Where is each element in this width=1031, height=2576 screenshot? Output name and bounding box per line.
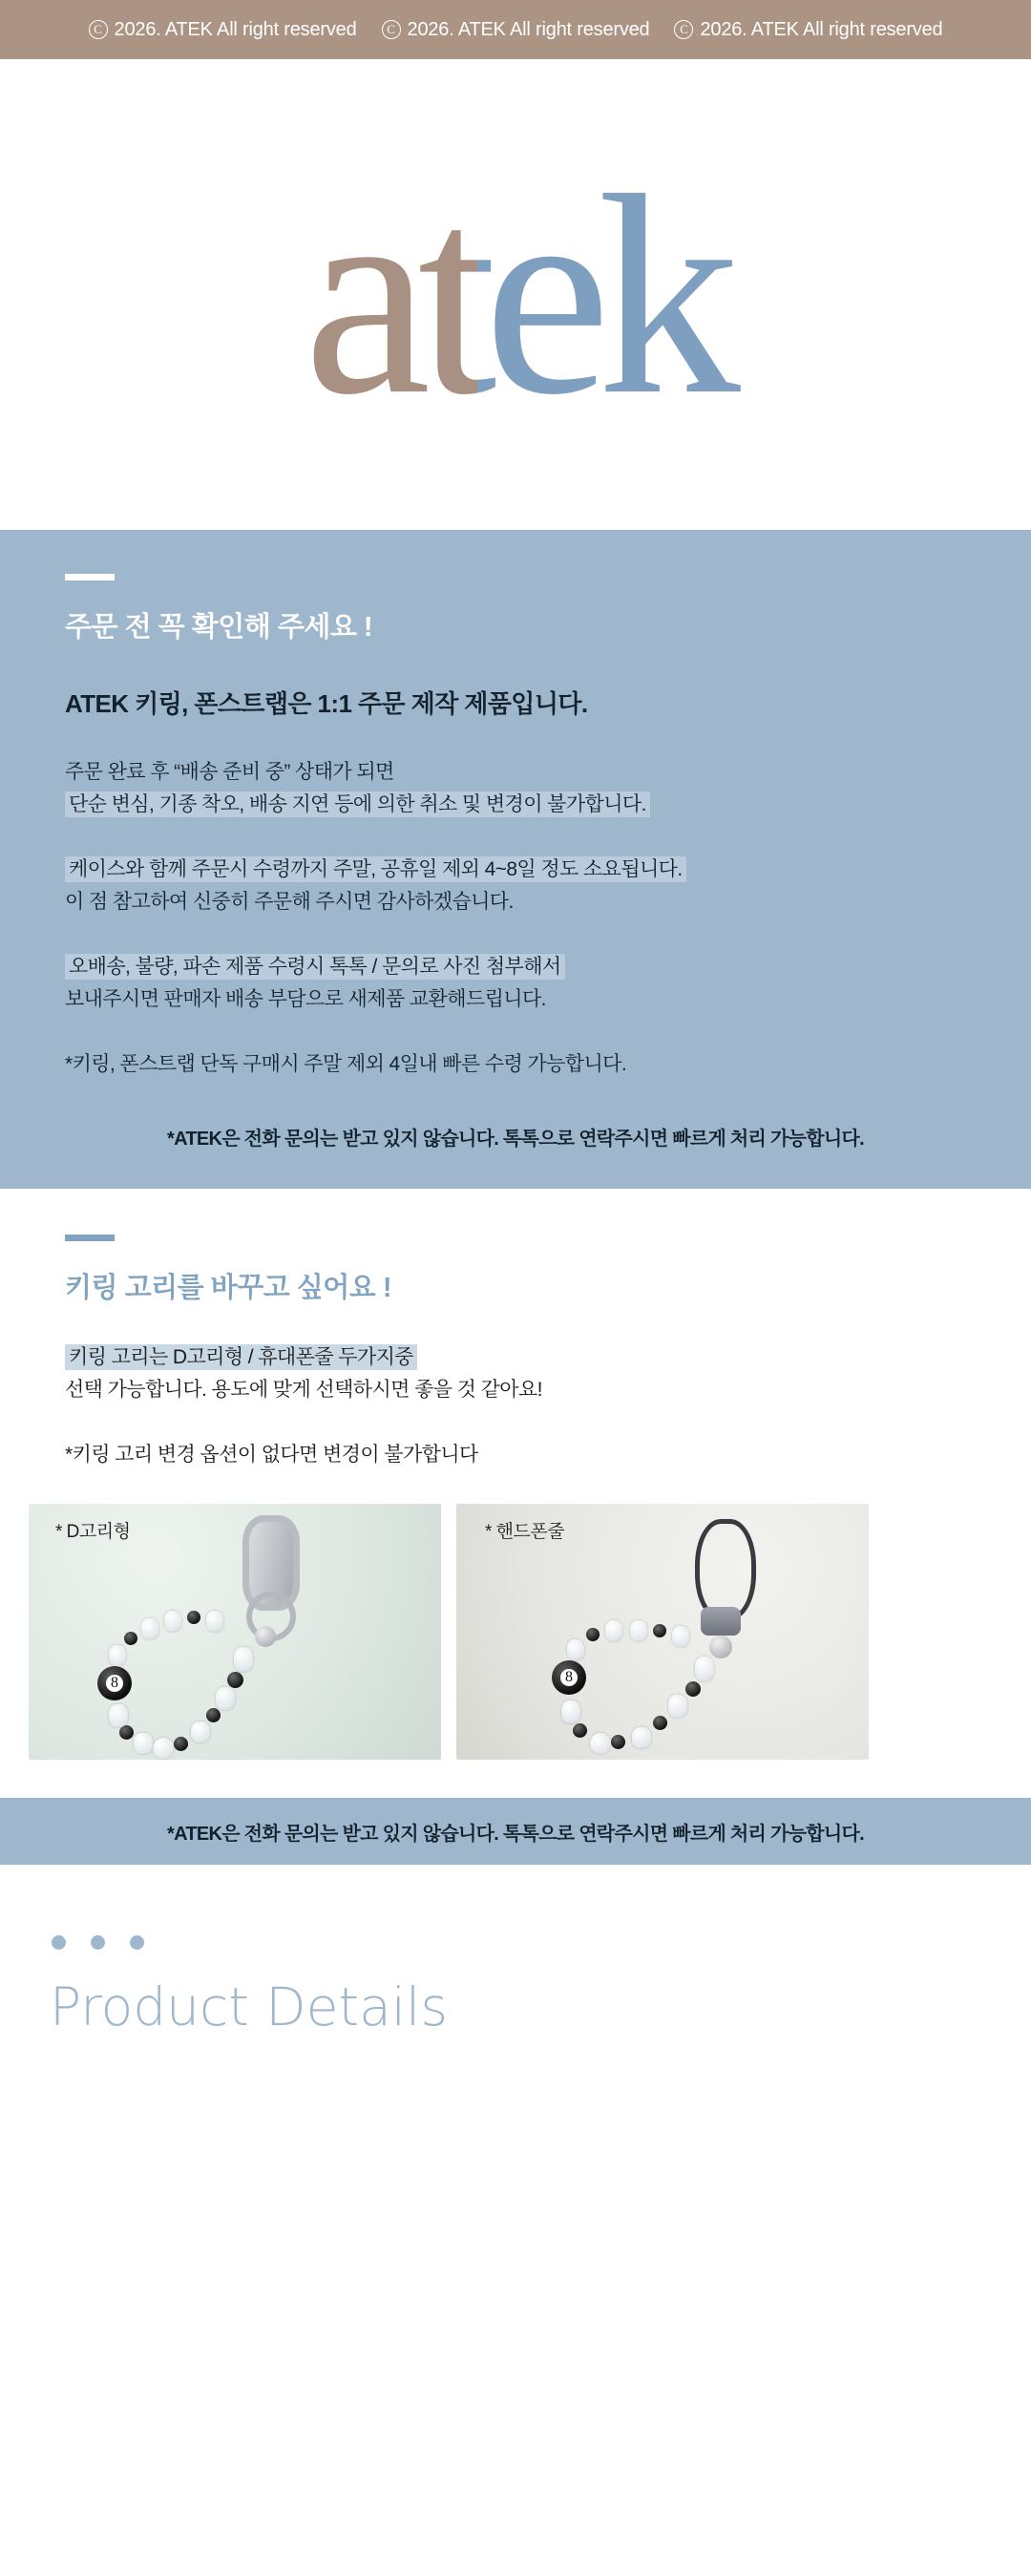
hook-option-section xyxy=(0,1189,1031,1798)
notice-paragraph-3 xyxy=(65,951,966,1016)
copyright-bar xyxy=(0,0,1031,59)
copyright-text: 2026. ATEK All right reserved xyxy=(114,18,357,40)
dot-icon xyxy=(91,1935,105,1950)
hook-line2: 선택 가능합니다. 용도에 맞게 선택하시면 좋을 것 같아요! xyxy=(65,1379,542,1402)
bead xyxy=(632,1727,651,1748)
copyright-icon: C xyxy=(382,20,401,39)
bead xyxy=(709,1636,732,1658)
bead xyxy=(227,1672,243,1688)
bead xyxy=(695,1657,714,1681)
hook-paragraph-1 xyxy=(65,1341,966,1406)
bead xyxy=(124,1632,137,1645)
d-ring-photo-label: * D고리형 xyxy=(55,1522,131,1543)
accent-bar-blue xyxy=(65,1235,115,1241)
bead xyxy=(567,1639,584,1660)
notice-p1-line1: 주문 완료 후 “배송 준비 중” 상태가 되면 xyxy=(65,761,394,783)
contact-notice-bar xyxy=(0,1798,1031,1865)
contact-notice-text: *ATEK은 전화 문의는 받고 있지 않습니다. 톡톡으로 연락주시면 빠르게 처리 가능합니다. xyxy=(167,1823,864,1845)
eight-ball-bead xyxy=(552,1660,586,1695)
bead xyxy=(668,1695,687,1718)
bead xyxy=(234,1647,253,1672)
bead xyxy=(653,1624,666,1637)
hook-photo-row xyxy=(0,1504,1031,1760)
copyright-text: 2026. ATEK All right reserved xyxy=(700,18,943,40)
phone-strap-photo xyxy=(456,1504,869,1760)
bead xyxy=(630,1620,647,1641)
bead xyxy=(611,1735,625,1749)
notice-p2-line1: 케이스와 함께 주문시 수령까지 주말, 공휴일 제외 4~8일 정도 소요됩니다. xyxy=(65,856,686,882)
notice-p3-line2: 보내주시면 판매자 배송 부담으로 새제품 교환해드립니다. xyxy=(65,988,546,1011)
phone-loop-knot-icon xyxy=(701,1607,741,1636)
bead xyxy=(561,1700,580,1723)
bead xyxy=(590,1733,611,1754)
brand-logo xyxy=(162,136,869,454)
bead xyxy=(206,1611,223,1632)
bead xyxy=(164,1611,181,1632)
bead xyxy=(153,1738,174,1759)
hook-title: 키링 고리를 바꾸고 싶어요 ! xyxy=(65,1273,392,1304)
bead xyxy=(216,1687,235,1710)
bead xyxy=(187,1611,200,1624)
bead xyxy=(174,1737,188,1751)
bead xyxy=(573,1723,587,1738)
dot-icon xyxy=(52,1935,66,1950)
notice-paragraph-4: *키링, 폰스트랩 단독 구매시 주말 제외 4일내 빠른 수령 가능합니다. xyxy=(65,1053,627,1076)
notice-p3-line1: 오배송, 불량, 파손 제품 수령시 톡톡 / 문의로 사진 첨부해서 xyxy=(65,954,565,980)
copyright-item xyxy=(382,19,650,41)
notice-subtitle: ATEK 키링, 폰스트랩은 1:1 주문 제작 제품입니다. xyxy=(65,689,588,718)
notice-p2-line2: 이 점 참고하여 신중히 주문해 주시면 감사하겠습니다. xyxy=(65,891,514,914)
brand-logo-area xyxy=(0,59,1031,530)
bead xyxy=(109,1704,128,1727)
copyright-item xyxy=(674,19,942,41)
bead xyxy=(206,1708,221,1722)
brand-logo-text: atek xyxy=(162,152,869,438)
bead xyxy=(109,1645,126,1666)
notice-paragraph-2 xyxy=(65,854,966,918)
bead xyxy=(653,1716,667,1730)
product-details-section xyxy=(0,1865,1031,2037)
copyright-icon: C xyxy=(89,20,108,39)
notice-p1-line2: 단순 변심, 기종 착오, 배송 지연 등에 의한 취소 및 변경이 불가합니다. xyxy=(65,792,650,817)
hook-paragraph-2: *키링 고리 변경 옵션이 없다면 변경이 불가합니다 xyxy=(65,1444,478,1467)
accent-bar xyxy=(65,574,115,581)
bead xyxy=(255,1626,276,1647)
bead xyxy=(134,1733,153,1754)
bead xyxy=(119,1725,134,1740)
copyright-item xyxy=(89,19,357,41)
hook-line1: 키링 고리는 D고리형 / 휴대폰줄 두가지중 xyxy=(65,1344,417,1370)
bead xyxy=(141,1618,158,1639)
bead xyxy=(586,1628,600,1641)
bead xyxy=(685,1681,701,1697)
copyright-text: 2026. ATEK All right reserved xyxy=(407,18,650,40)
decorative-dots xyxy=(52,1935,1031,1950)
phone-loop-icon xyxy=(695,1519,756,1620)
product-details-title: Product Details xyxy=(50,1976,448,2038)
notice-footnote: *ATEK은 전화 문의는 받고 있지 않습니다. 톡톡으로 연락주시면 빠르게 처리 가능합니다. xyxy=(167,1129,864,1151)
bead xyxy=(605,1620,622,1641)
copyright-icon: C xyxy=(674,20,693,39)
bead xyxy=(191,1721,210,1742)
notice-paragraph-1 xyxy=(65,756,966,821)
dot-icon xyxy=(130,1935,144,1950)
phone-strap-photo-label: * 핸드폰줄 xyxy=(485,1522,565,1543)
d-ring-photo xyxy=(29,1504,441,1760)
notice-title: 주문 전 꼭 확인해 주세요 ! xyxy=(65,612,373,643)
order-notice-section xyxy=(0,530,1031,1189)
eight-ball-bead xyxy=(97,1666,132,1700)
bead xyxy=(672,1626,689,1647)
